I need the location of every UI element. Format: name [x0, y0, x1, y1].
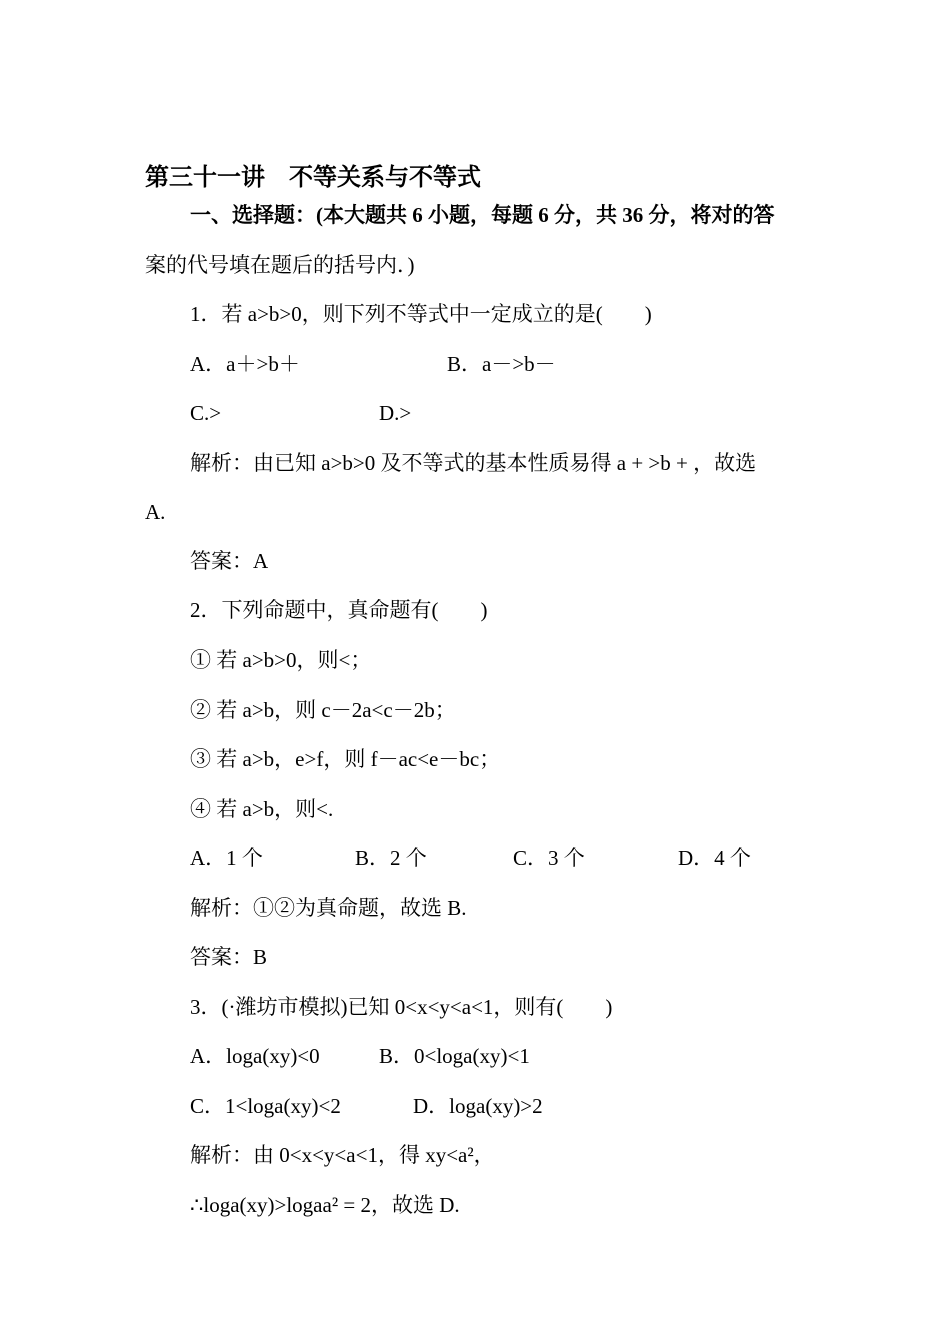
- q2-proposition-3: ③ 若 a>b，e>f，则 f－ac<e－bc；: [190, 747, 501, 771]
- q1-analysis-line2: A.: [145, 500, 166, 524]
- section-heading-line1: 一、选择题：(本大题共 6 小题，每题 6 分，共 36 分，将对的答: [190, 203, 775, 227]
- q3-option-b: B．0<loga(xy)<1: [379, 1044, 530, 1068]
- q3-option-c: C．1<loga(xy)<2: [190, 1094, 341, 1118]
- q2-option-d: D．4 个: [678, 846, 751, 870]
- q1-answer: 答案：A: [190, 549, 269, 573]
- q1-stem: 1．若 a>b>0，则下列不等式中一定成立的是( ): [190, 302, 652, 326]
- q3-option-a: A．loga(xy)<0: [190, 1044, 320, 1068]
- q3-analysis-line1: 解析：由 0<x<y<a<1，得 xy<a²，: [190, 1143, 495, 1167]
- q2-option-b: B．2 个: [355, 846, 427, 870]
- section-heading-line2: 案的代号填在题后的括号内．): [145, 253, 415, 277]
- q2-proposition-1: ① 若 a>b>0，则<；: [190, 648, 372, 672]
- page-title: 第三十一讲 不等关系与不等式: [145, 165, 481, 191]
- q3-analysis-line2: ∴loga(xy)>logaa² = 2，故选 D.: [190, 1193, 460, 1217]
- q1-analysis-line1: 解析：由已知 a>b>0 及不等式的基本性质易得 a + >b + ，故选: [190, 451, 757, 475]
- q2-proposition-2: ② 若 a>b，则 c－2a<c－2b；: [190, 698, 456, 722]
- q1-option-a: A．a＋>b＋: [190, 352, 300, 376]
- q2-option-c: C．3 个: [513, 846, 585, 870]
- q1-option-d: D.>: [379, 401, 412, 425]
- q1-option-b: B．a－>b－: [447, 352, 556, 376]
- q2-answer: 答案：B: [190, 945, 268, 969]
- q2-analysis: 解析：①②为真命题，故选 B.: [190, 896, 467, 920]
- q3-option-d: D．loga(xy)>2: [413, 1094, 543, 1118]
- q1-option-c: C.>: [190, 401, 222, 425]
- q2-proposition-4: ④ 若 a>b，则<.: [190, 797, 334, 821]
- q3-stem: 3．(·潍坊市模拟)已知 0<x<y<a<1，则有( ): [190, 995, 613, 1019]
- q2-option-a: A．1 个: [190, 846, 263, 870]
- q2-stem: 2．下列命题中，真命题有( ): [190, 598, 488, 622]
